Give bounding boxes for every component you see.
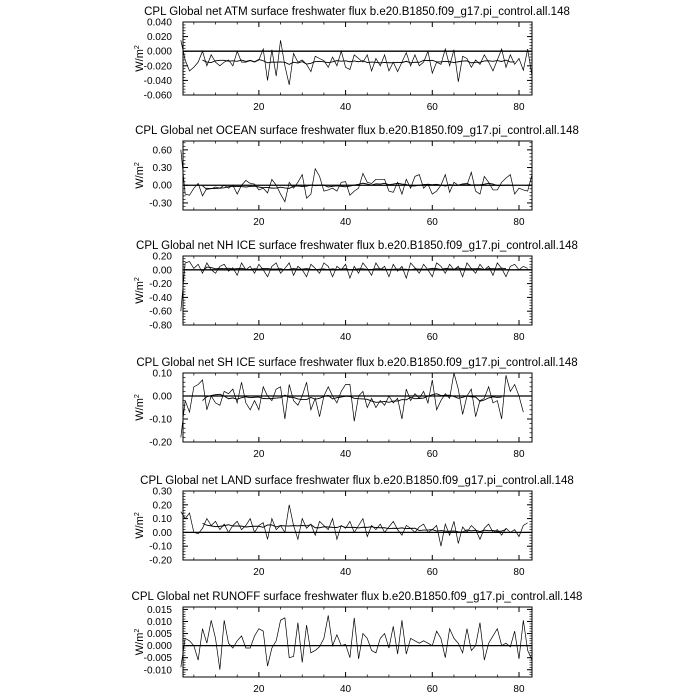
y-tick-label: -0.80 [149,320,172,332]
x-tick-label: 20 [253,102,265,113]
y-tick-label: 0.30 [152,163,172,175]
plot-frame [183,607,532,677]
x-tick-label: 40 [340,567,352,578]
y-tick-label: 0.020 [146,32,172,44]
panel-title: CPL Global net NH ICE surface freshwater flux b.e20.B1850.f09_g17.pi_control.all.148 [136,240,578,252]
y-axis-label-text: W/m [134,516,146,539]
y-axis-label [134,162,146,189]
x-tick-label: 60 [426,684,438,695]
running-mean-line [203,183,511,189]
x-tick-label: 40 [340,217,352,228]
y-axis-label [134,512,146,539]
y-tick-label: -0.10 [149,541,172,553]
y-tick-label: 0.00 [152,180,172,192]
y-tick-label: -0.040 [143,75,172,87]
x-tick-label: 20 [253,567,265,578]
running-mean-line [203,523,506,532]
y-tick-label: 0.000 [146,641,172,653]
plot-frame [183,141,532,210]
plot-frame [183,256,532,325]
y-axis-label-superscript: 2 [134,45,141,50]
y-axis-label-superscript: 2 [134,162,141,167]
y-tick-label: 0.005 [146,629,172,641]
plot-frame [183,373,532,442]
y-tick-label: -0.020 [143,61,172,73]
y-tick-label: 0.60 [152,145,172,157]
y-tick-label: -0.10 [149,414,172,426]
y-tick-label: -0.060 [143,90,172,102]
y-axis-label-superscript: 2 [134,277,141,282]
x-tick-label: 20 [253,449,265,460]
y-axis-label-text: W/m [134,49,146,72]
panel-title: CPL Global net OCEAN surface freshwater flux b.e20.B1850.f09_g17.pi_control.all.148 [135,125,579,137]
y-axis-label [134,629,146,656]
panel-2 [134,125,579,228]
panel-title: CPL Global net ATM surface freshwater flux b.e20.B1850.f09_g17.pi_control.all.148 [144,6,570,18]
y-axis-label-text: W/m [134,632,146,656]
y-tick-label: 0.00 [152,527,172,539]
panel-title: CPL Global net SH ICE surface freshwater flux b.e20.B1850.f09_g17.pi_control.all.148 [136,357,578,369]
y-tick-label: 0.000 [146,46,172,58]
panel-title: CPL Global net RUNOFF surface freshwater flux b.e20.B1850.f09_g17.pi_control.all.148 [131,591,583,603]
y-tick-label: 0.015 [146,604,172,616]
y-tick-label: -0.20 [149,279,172,291]
y-tick-label: 0.20 [152,500,172,512]
panel-3 [134,240,578,343]
y-axis-label-text: W/m [134,166,146,189]
panel-title: CPL Global net LAND surface freshwater flux b.e20.B1850.f09_g17.pi_control.all.148 [140,475,574,487]
y-tick-label: -0.010 [143,665,172,677]
y-tick-label: 0.010 [146,616,172,628]
y-axis-label-text: W/m [134,281,146,304]
y-tick-label: 0.00 [152,391,172,403]
x-tick-label: 40 [340,449,352,460]
x-tick-label: 80 [513,449,525,460]
x-tick-label: 40 [340,332,352,343]
panel-6 [132,591,583,695]
y-tick-label: 0.10 [152,514,172,526]
x-tick-label: 80 [513,102,525,113]
y-tick-label: -0.20 [149,437,172,449]
y-axis-label-superscript: 2 [134,512,141,517]
series-line [181,505,528,546]
y-axis-label-text: W/m [134,398,146,421]
x-tick-label: 60 [426,567,438,578]
series-line [181,373,523,437]
y-tick-label: -0.40 [149,292,172,304]
y-tick-label: -0.30 [149,198,172,210]
x-tick-label: 60 [426,102,438,113]
y-tick-label: 0.00 [152,265,172,277]
x-tick-label: 80 [513,332,525,343]
series-line [181,615,532,669]
y-tick-label: 0.30 [152,486,172,498]
y-axis-label [134,277,146,304]
x-tick-label: 60 [426,332,438,343]
y-axis-label-superscript: 2 [134,628,141,633]
panel-1 [134,6,570,113]
y-axis-label [134,394,146,421]
x-tick-label: 60 [426,449,438,460]
y-tick-label: 0.10 [152,368,172,380]
series-line [181,150,532,202]
x-tick-label: 80 [513,217,525,228]
x-tick-label: 60 [426,217,438,228]
y-tick-label: 0.040 [146,17,172,29]
y-tick-label: -0.20 [149,555,172,567]
y-tick-label: 0.20 [152,251,172,263]
y-axis-label-superscript: 2 [134,394,141,399]
x-tick-label: 40 [340,684,352,695]
x-tick-label: 20 [253,217,265,228]
panel-5 [134,475,574,578]
plot-frame [183,491,532,560]
panel-4 [134,357,578,460]
x-tick-label: 20 [253,332,265,343]
x-tick-label: 40 [340,102,352,113]
x-tick-label: 20 [253,684,265,695]
y-tick-label: -0.005 [143,653,172,665]
x-tick-label: 80 [513,684,525,695]
x-tick-label: 80 [513,567,525,578]
y-tick-label: -0.60 [149,306,172,318]
